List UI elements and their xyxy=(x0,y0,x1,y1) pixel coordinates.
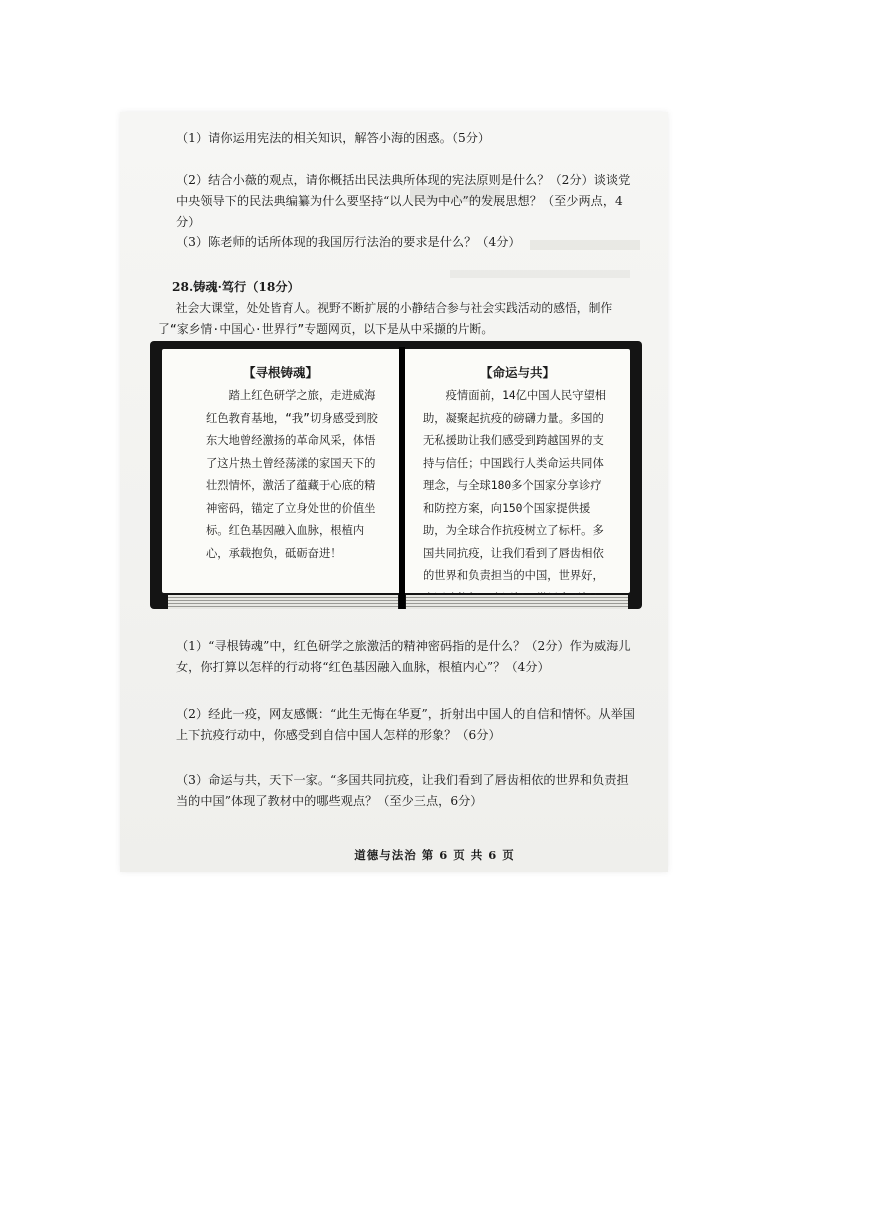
question-text: （1）“寻根铸魂”中，红色研学之旅激活的精神密码指的是什么？（2分）作为威海儿女，你打算以怎样的行动将“红色基因融入血脉，根植内心”？（4分） xyxy=(176,639,631,674)
book-right-page xyxy=(405,349,630,593)
open-book-illustration xyxy=(150,341,642,609)
box-title-root: 【寻根铸魂】 xyxy=(242,365,318,380)
question-text: （2）经此一疫，网友感慨：“此生无悔在华夏”，折射出中国人的自信和情怀。从举国上下抗疫行动中，你感受到自信中国人怎样的形象？（6分） xyxy=(176,707,635,742)
question-28-2 xyxy=(158,704,636,746)
question-28-1 xyxy=(158,636,636,678)
page-edge-right xyxy=(406,595,628,609)
box-title-shared-future: 【命运与共】 xyxy=(479,365,555,380)
question-text: （3）陈老师的话所体现的我国厉行法治的要求是什么？（4分） xyxy=(176,235,521,249)
page-footer: 道德与法治 第 6 页 共 6 页 xyxy=(354,848,515,862)
question-text: （1）请你运用宪法的相关知识，解答小海的困惑。（5分） xyxy=(176,131,491,145)
question-27-3 xyxy=(158,232,636,253)
page-edge-left xyxy=(168,595,398,609)
box-text-root: 踏上红色研学之旅，走进威海红色教育基地，“我”切身感受到胶东大地曾经激扬的革命风采，体悟了这片热土曾经荡漾的家国天下的壮烈情怀，激活了蕴藏于心底的精神密码，锚定了立身处世的价值坐标。红色基因融入血脉，根植内心，承载抱负，砥砺奋进！ xyxy=(206,389,378,560)
box-text-shared-future: 疫情面前，14亿中国人民守望相助，凝聚起抗疫的磅礴力量。多国的无私援助让我们感受到跨越国界的支持与信任；中国践行人类命运共同体理念，与全球180多个国家分享诊疗和防控方案，向150个国家提供援助，为全球合作抗疫树立了标杆。多国共同抗疫，让我们看到了唇齿相依的世界和负责担当的中国，世界好， xyxy=(423,389,607,582)
question-text: （2）结合小薇的观点，请你概括出民法典所体现的宪法原则是什么？（2分）谈谈党中央领导下的民法典编纂为什么要坚持“以人民为中心”的发展思想？（至少两点，4分） xyxy=(176,173,631,229)
section-intro-28: 社会大课堂，处处皆育人。视野不断扩展的小静结合参与社会实践活动的感悟，制作了“家乡情·中国心·世界行”专题网页，以下是从中采撷的片断。 xyxy=(158,301,613,336)
bleed-through-mark xyxy=(450,270,630,278)
question-27-1 xyxy=(158,128,636,149)
section-title-28: 28.铸魂·笃行（18分） xyxy=(172,280,300,294)
book-left-page xyxy=(162,349,399,593)
question-28-3 xyxy=(158,770,636,812)
question-text: （3）命运与共，天下一家。“多国共同抗疫，让我们看到了唇齿相依的世界和负责担当的中国”体现了教材中的哪些观点？（至少三点，6分） xyxy=(176,773,629,808)
question-27-2 xyxy=(158,170,636,233)
